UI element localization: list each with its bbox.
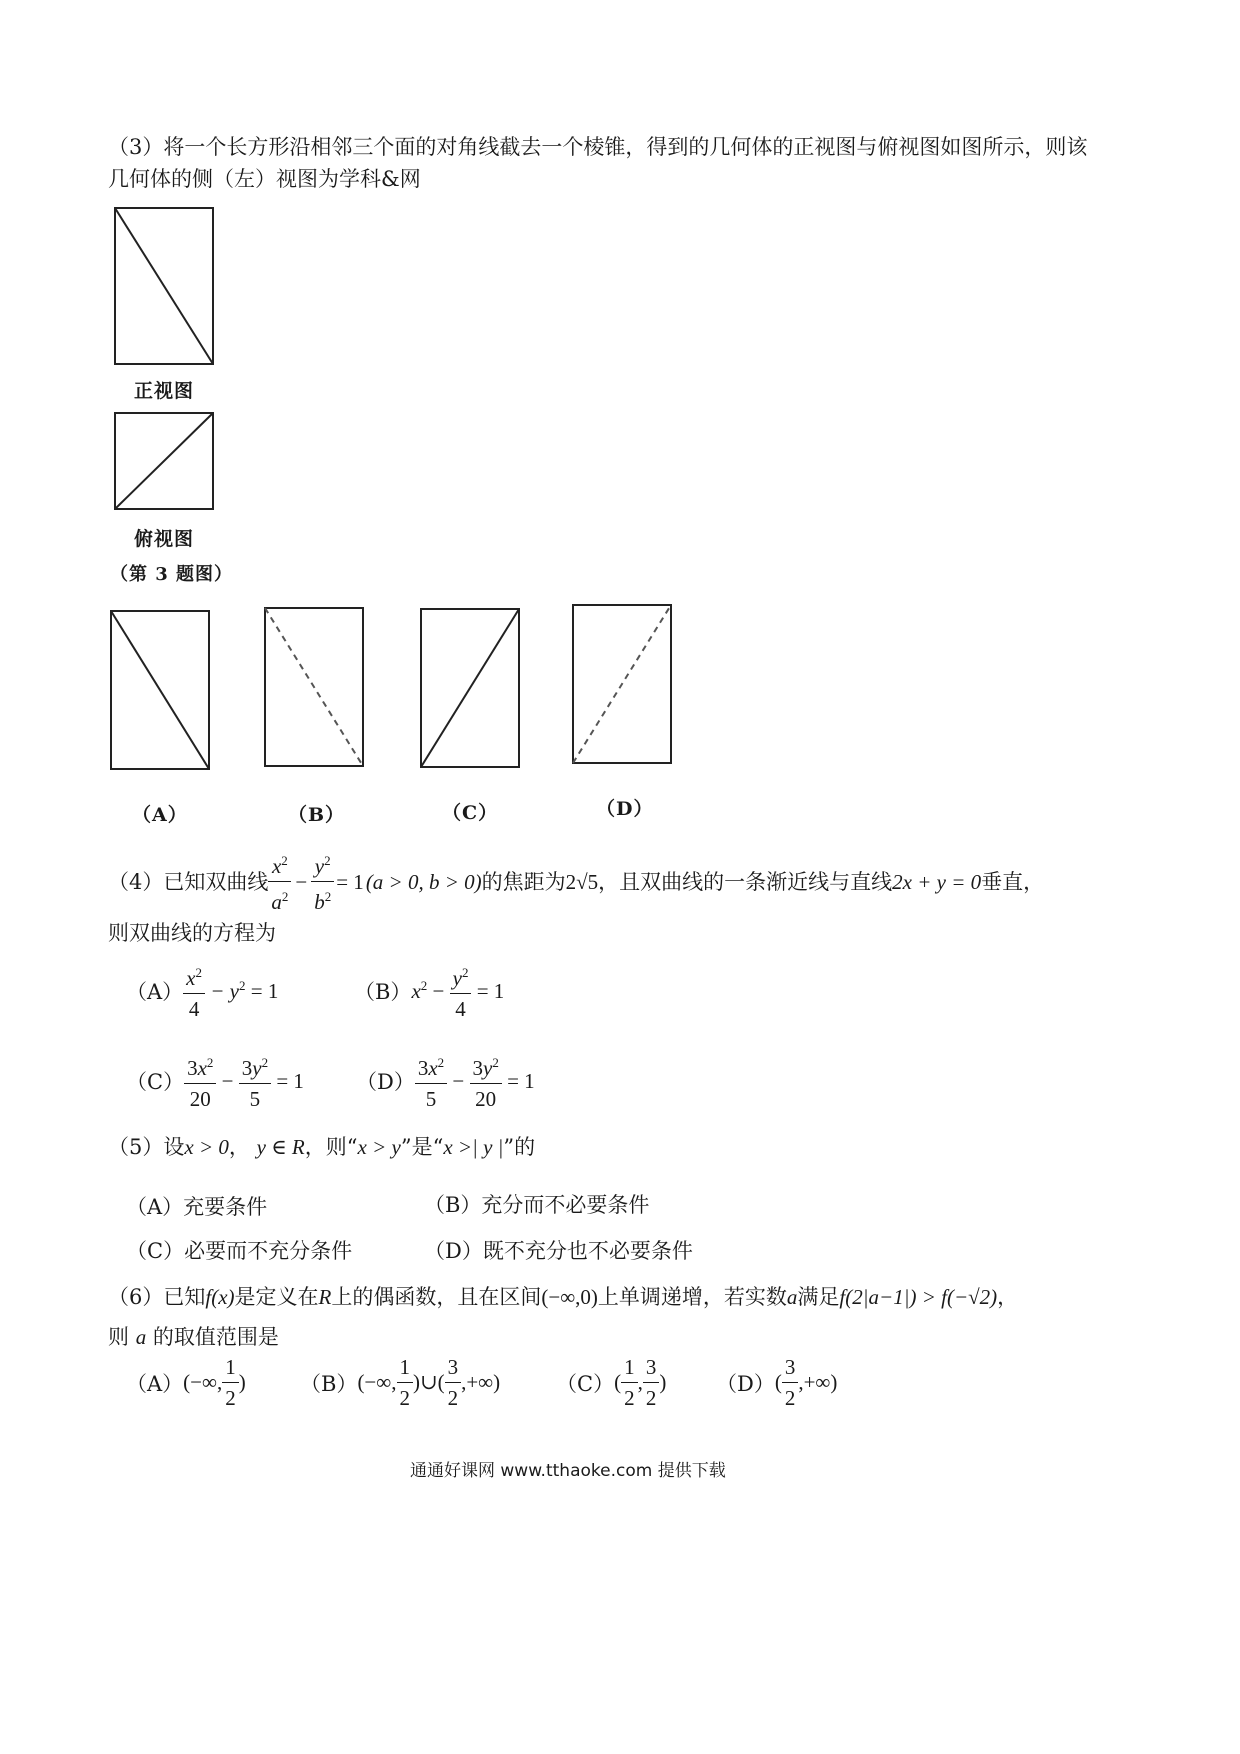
q4-frac-y: $\frac{y^2}{b^2}$: [311, 846, 334, 917]
q4-option-d: （D） $\frac{3x^2}{5}$ − $\frac{3y^2}{20}$ = 1: [356, 1048, 535, 1114]
figure-caption: （第 3 题图）: [110, 564, 234, 585]
q4-option-a: （A） $\frac{x^2}{4}$ − $y^2 = 1$: [126, 958, 278, 1024]
page-footer: 通通好课网 www.tthaoke.com 提供下载: [410, 1461, 726, 1481]
q6-line2: 则 a 的取值范围是: [108, 1325, 279, 1349]
q5-option-b: （B）充分而不必要条件: [424, 1193, 650, 1217]
q6-option-c: （C） ( $\frac{1}{2}$ , $\frac{3}{2}$ ): [556, 1352, 666, 1413]
q5-line: （5）设x > 0， y ∈ R，则“x > y”是“x >| y |”的: [108, 1135, 536, 1159]
option-a-label: （A）: [132, 804, 188, 826]
front-view-label: 正视图: [134, 380, 195, 402]
top-view-figure: [112, 410, 218, 514]
option-c-figure: [418, 606, 524, 772]
option-b-label: （B）: [288, 804, 346, 826]
q4-line-eq: 2x + y = 0: [892, 869, 982, 894]
option-c-label: （C）: [442, 802, 499, 824]
option-d-figure: [570, 602, 676, 768]
q6-option-b: （B） (−∞, $\frac{1}{2}$ )∪( $\frac{3}{2}$ ,+∞): [300, 1352, 500, 1413]
q4-line1: （4）已知双曲线 $\frac{x^2}{a^2}$ − $\frac{y^2}{b^2}$ = 1 (a > 0, b > 0) 的焦距为 2√5 ，且双曲线的一条渐近线与直线 2x + y = 0 垂直，: [108, 846, 1044, 917]
q4-focal: 2√5: [565, 869, 599, 894]
q4-frac-x: $\frac{x^2}{a^2}$: [268, 846, 291, 917]
q5-option-a: （A）充要条件: [126, 1195, 268, 1219]
q5-option-c: （C）必要而不充分条件: [126, 1239, 353, 1263]
option-b-figure: [262, 605, 368, 771]
option-d-label: （D）: [596, 798, 654, 820]
q6-option-d: （D） ( $\frac{3}{2}$ ,+∞): [716, 1352, 837, 1413]
q3-line2: 几何体的侧（左）视图为学科&网: [108, 167, 421, 191]
q4-suffix: 垂直，: [981, 869, 1045, 894]
q4-line2: 则双曲线的方程为: [108, 921, 276, 945]
top-view-label: 俯视图: [134, 528, 195, 550]
q4-mid: 的焦距为: [481, 869, 566, 894]
q4-mid2: ，且双曲线的一条渐近线与直线: [598, 869, 893, 894]
q4-condition: (a > 0, b > 0): [365, 869, 482, 894]
q4-option-c: （C） $\frac{3x^2}{20}$ − $\frac{3y^2}{5}$ = 1: [126, 1048, 304, 1114]
q6-line1: （6）已知f(x)是定义在R上的偶函数，且在区间(−∞,0)上单调递增，若实数a满足f(2|a−1|) > f(−√2)，: [108, 1285, 1019, 1309]
q5-option-d: （D）既不充分也不必要条件: [424, 1239, 693, 1263]
option-a-figure: [108, 608, 214, 774]
q4-prefix: （4）已知双曲线: [108, 869, 269, 894]
q4-option-b: （B） $x^2$ − $\frac{y^2}{4}$ = 1: [354, 958, 504, 1024]
q6-option-a: （A） (−∞, $\frac{1}{2}$ ): [126, 1352, 246, 1413]
front-view-figure: [112, 205, 218, 370]
q3-line1: （3）将一个长方形沿相邻三个面的对角线截去一个棱锥，得到的几何体的正视图与俯视图如图所示，则该: [108, 135, 1088, 159]
